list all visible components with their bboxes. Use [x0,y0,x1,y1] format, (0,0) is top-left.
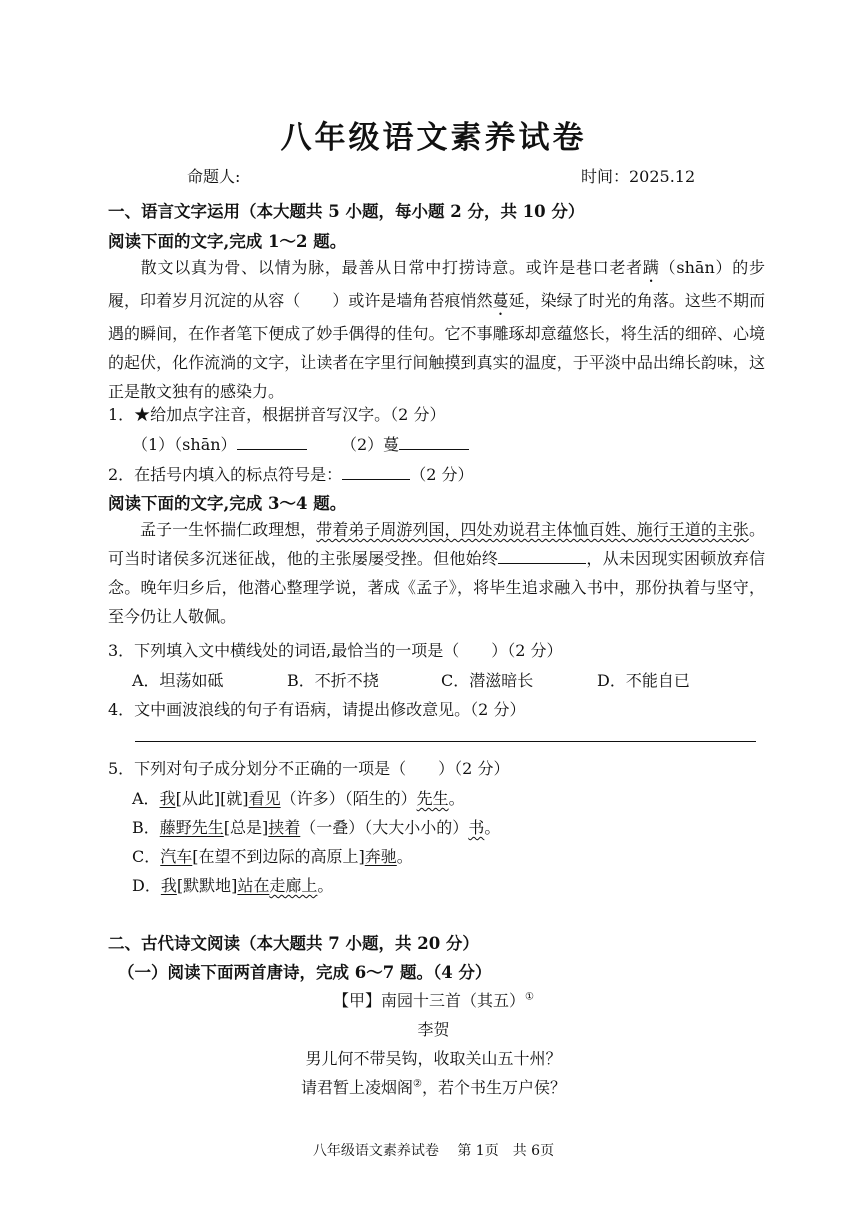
answer-blank-2[interactable] [399,435,469,450]
question-3-option-a: A．坦荡如砥 [132,671,224,690]
passage-1-text-e: 延，染绿了时光的角落。这些不期而遇的瞬间，在作者笔下便成了妙手偶得的佳句。它不事雕琢却意蕴悠长，将生活的细碎、心境的起伏，化作流淌的文字，让读者在字里行间触摸到真实的温度，于平淡中品出绵长韵味，这正是散文独有的感染力。 [108,291,765,401]
option-label: D． [132,876,161,895]
predicate: 挟着 [268,818,301,837]
question-5-option-b [132,815,500,838]
question-3-option-c: C．潜滋暗长 [441,671,534,690]
adverbial: [默默地] [176,876,238,895]
subject: 藤野先生 [159,818,224,837]
option-label: B． [132,818,160,837]
poem-title [0,988,867,1011]
question-5: 5．下列对句子成分划分不正确的一项是（ ）（2 分） [108,759,510,778]
attribute: （许多）（陌生的） [280,789,417,808]
section2-subheading: （一）阅读下面两首唐诗，完成 6～7 题。（4 分） [118,963,492,982]
punctuation: 。 [448,789,465,808]
question-2 [108,462,473,485]
page-footer: 八年级语文素养试卷 第 1页 共 6页 [312,1143,555,1159]
question-2-text: 2．在括号内填入的标点符号是： [108,465,343,484]
question-3-option-d: D．不能自已 [597,671,690,690]
section2-heading: 二、古代诗文阅读（本大题共 7 小题，共 20 分） [108,934,479,953]
poem-line-2 [0,1075,867,1098]
poem-line-2-a: 请君暂上凌烟阁 [301,1078,414,1097]
object: 先生 [416,789,449,808]
answer-blank-1[interactable] [237,435,307,450]
poem-line-1: 男儿何不带吴钩，收取关山五十州？ [305,1049,562,1068]
punctuation: 。 [484,818,501,837]
poem-line-2-b: ，若个书生万户侯？ [421,1078,566,1097]
answer-blank-4[interactable] [498,549,586,564]
section1-heading: 一、语言文字运用（本大题共 5 小题，每小题 2 分，共 10 分） [108,202,585,221]
question-5-option-c [132,844,413,867]
object: 书 [468,818,485,837]
subject: 我 [160,876,177,895]
question-3-option-b: B．不折不挠 [287,671,379,690]
passage-1-text-c: （shān）的步履，印着岁月沉淀的从容（ ）或许是墙角苔痕悄然 [108,258,765,310]
poem-title-text: 【甲】南园十三首（其五） [333,991,526,1010]
passage-2 [108,515,765,631]
answer-blank-3[interactable] [342,465,410,480]
footnote-marker-2: ② [413,1078,422,1090]
question-1-part-2 [341,432,469,455]
predicate: 站在 [237,876,270,895]
adverbial: [在望不到边际的高原上] [192,847,365,866]
poet-name: 李贺 [417,1020,450,1039]
wavy-underlined-sentence: 带着弟子周游列国，四处劝说君主体恤百姓、施行王道的主张 [316,520,749,539]
question-3: 3．下列填入文中横线处的词语,最恰当的一项是（ ）（2 分） [108,641,563,660]
option-label: A． [132,789,160,808]
passage-1-text-a: 散文以真为骨、以情为脉，最善从日常中打捞诗意。或许是巷口老者 [140,258,643,277]
question-5-option-a [132,786,465,809]
dotted-char-man: 蔓 [492,291,509,310]
subject: 汽车 [160,847,193,866]
author-label: 命题人: [187,167,241,186]
dotted-char-shan: 蹒 [642,258,660,277]
adverbial: [总是] [223,818,269,837]
predicate: 奔驰 [364,847,397,866]
attribute: （一叠）（大大小小的） [300,818,469,837]
question-1-part-2-label: （2）蔓 [341,435,400,454]
answer-line-4[interactable] [135,741,756,742]
option-label: C． [132,847,161,866]
question-1: 1．★给加点字注音，根据拼音写汉字。（2 分） [108,405,446,424]
question-2-score: （2 分） [410,465,474,484]
punctuation: 。 [317,876,334,895]
question-4: 4．文中画波浪线的句子有语病，请提出修改意见。（2 分） [108,700,526,719]
passage-1 [108,253,765,406]
reading-instruction-1: 阅读下面的文字,完成 1～2 题。 [108,232,347,251]
question-5-option-d [132,873,333,896]
footnote-marker-1: ① [525,991,534,1003]
question-1-part-1 [132,432,307,455]
reading-instruction-2: 阅读下面的文字,完成 3～4 题。 [108,494,347,513]
passage-2-text-d: ，从未因现实困顿放弃信念。晚年归乡后，他潜心整理学说，著成《孟子》，将毕生追求融入书中，那份执着与坚守，至今仍让人敬佩。 [108,549,765,626]
adverbial: [从此][就] [175,789,249,808]
page-title: 八年级语文素养试卷 [280,120,587,156]
time-label: 时间：2025.12 [581,167,696,186]
punctuation: 。 [396,847,413,866]
passage-2-text-a: 孟子一生怀揣仁政理想， [140,520,317,539]
passage-2-text-c: 。可当时诸侯多沉迷征战，他的主张屡屡受挫。但他始终 [108,520,765,568]
question-1-part-1-label: （1）（shān） [132,435,237,454]
complement: 走廊上 [269,876,318,895]
predicate: 看见 [248,789,281,808]
subject: 我 [159,789,176,808]
